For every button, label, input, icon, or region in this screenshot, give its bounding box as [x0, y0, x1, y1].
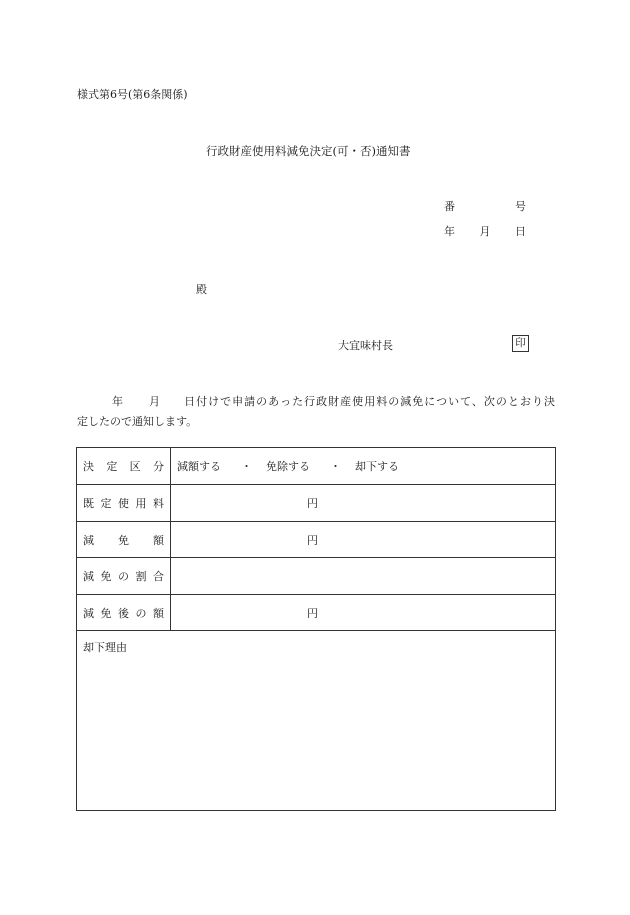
- body-line-1-text: 日付けで申請のあった行政財産使用料の減免について、次のとおり決: [183, 395, 555, 408]
- table-row-reduction: [77, 522, 555, 558]
- row-label: 決定区分: [77, 448, 171, 484]
- option-reject: 却下する: [355, 460, 399, 473]
- row-label: 減免の割合: [77, 558, 171, 594]
- rejection-reason-label: 却下理由: [83, 641, 127, 654]
- row-label: 減免後の額: [77, 595, 171, 630]
- form-number-label: 様式第6号(第6条関係): [77, 88, 188, 101]
- body-month: 月: [148, 395, 162, 408]
- body-line-2: 定したので通知します。: [77, 415, 198, 428]
- date-month: 月: [479, 225, 491, 238]
- number-go: 号: [515, 200, 526, 213]
- table-row-decision: [77, 448, 555, 485]
- seal-stamp: 印: [512, 335, 529, 352]
- option-separator: ・: [241, 460, 252, 473]
- document-title: 行政財産使用料減免決定(可・否)通知書: [206, 144, 411, 158]
- body-line-1: [77, 392, 555, 412]
- date-day: 日: [515, 225, 526, 238]
- option-separator: ・: [330, 460, 341, 473]
- rejection-reason-cell: [77, 631, 555, 810]
- option-exempt: 免除する: [266, 460, 310, 473]
- table-row-ratio: [77, 558, 555, 595]
- row-label: 既定使用料: [77, 485, 171, 521]
- row-value: [171, 522, 555, 557]
- yen-unit: 円: [307, 533, 318, 547]
- table-row-after: [77, 595, 555, 631]
- row-value: [171, 595, 555, 630]
- row-value: [171, 485, 555, 521]
- document-number-line: [444, 198, 526, 214]
- yen-unit: 円: [307, 497, 318, 510]
- sender-name: 大宜味村長: [338, 339, 393, 352]
- table-row-fee: [77, 485, 555, 522]
- decision-options: [171, 448, 555, 484]
- body-year: 年: [111, 395, 125, 408]
- body-paragraph: [77, 392, 555, 432]
- yen-unit: 円: [307, 606, 318, 620]
- decision-table: [76, 447, 556, 811]
- number-ban: 番: [444, 200, 455, 213]
- date-year: 年: [444, 225, 455, 238]
- addressee-honorific: 殿: [196, 283, 207, 296]
- issue-date-line: [444, 223, 526, 239]
- row-value: [171, 558, 555, 594]
- row-label: 減免額: [77, 522, 171, 557]
- option-reduce: 減額する: [177, 460, 221, 473]
